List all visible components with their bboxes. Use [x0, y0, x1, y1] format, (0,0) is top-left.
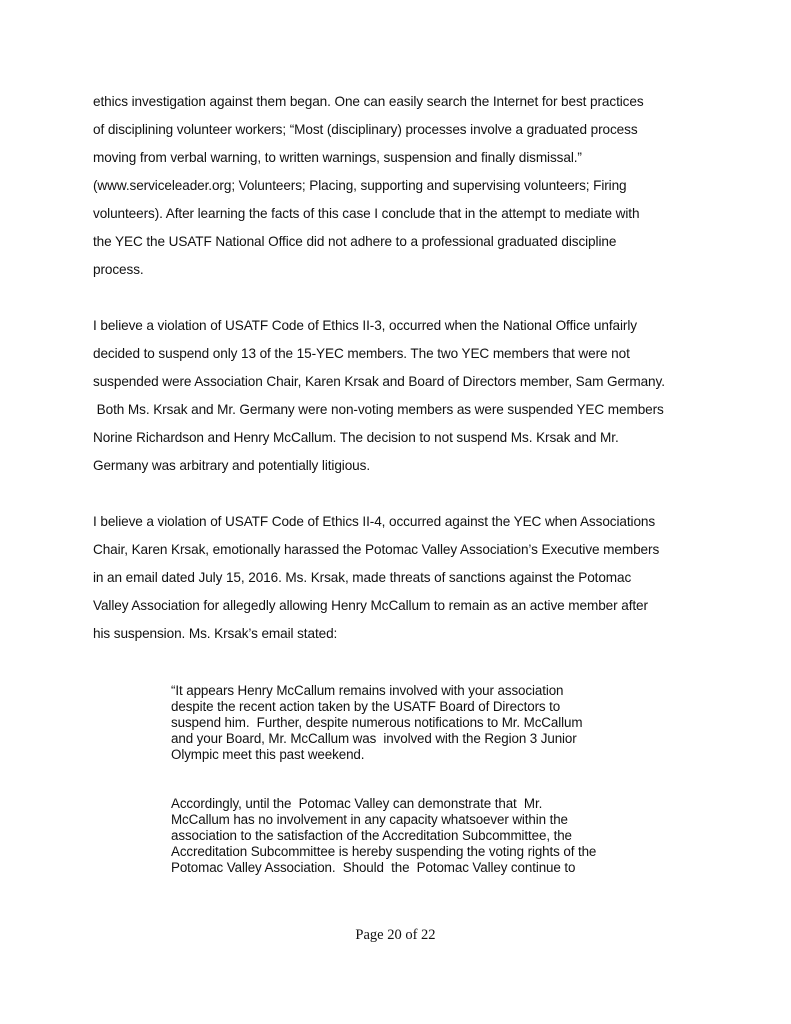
page-number: Page 20 of 22 — [355, 927, 436, 943]
text-line: process. — [93, 262, 144, 277]
text-line: (www.serviceleader.org; Volunteers; Placing, supporting and supervising volunteers; Firing — [93, 178, 627, 193]
quote-line: “It appears Henry McCallum remains involved with your association — [171, 683, 564, 698]
text-line: in an email dated July 15, 2016. Ms. Krsak, made threats of sanctions against the Potomac — [93, 570, 632, 585]
quote-line: McCallum has no involvement in any capacity whatsoever within the — [171, 812, 568, 827]
text-line: I believe a violation of USATF Code of Ethics II-4, occurred against the YEC when Associations — [93, 514, 656, 529]
text-line: Norine Richardson and Henry McCallum. The decision to not suspend Ms. Krsak and Mr. — [93, 430, 619, 445]
text-line: ethics investigation against them began. One can easily search the Internet for best practices — [93, 94, 644, 109]
text-line: of disciplining volunteer workers; “Most (disciplinary) processes involve a graduated process — [93, 122, 638, 137]
quote-line: Potomac Valley Association. Should the Potomac Valley continue to — [171, 860, 576, 875]
quote-line: Olympic meet this past weekend. — [171, 747, 365, 762]
text-line: the YEC the USATF National Office did not adhere to a professional graduated discipline — [93, 234, 617, 249]
text-line: suspended were Association Chair, Karen Krsak and Board of Directors member, Sam Germany. — [93, 374, 665, 389]
text-line: decided to suspend only 13 of the 15-YEC members. The two YEC members that were not — [93, 346, 630, 361]
text-line: Chair, Karen Krsak, emotionally harassed the Potomac Valley Association’s Executive members — [93, 542, 660, 557]
text-line: Germany was arbitrary and potentially litigious. — [93, 458, 371, 473]
quote-line: suspend him. Further, despite numerous notifications to Mr. McCallum — [171, 715, 583, 730]
quote-line: and your Board, Mr. McCallum was involved with the Region 3 Junior — [171, 731, 577, 746]
text-line: his suspension. Ms. Krsak’s email stated: — [93, 626, 338, 641]
quote-line: despite the recent action taken by the USATF Board of Directors to — [171, 699, 561, 714]
text-line: Both Ms. Krsak and Mr. Germany were non-voting members as were suspended YEC members — [93, 402, 664, 417]
text-line: volunteers). After learning the facts of this case I conclude that in the attempt to mediate with — [93, 206, 640, 221]
text-line: I believe a violation of USATF Code of Ethics II-3, occurred when the National Office unfairly — [93, 318, 637, 333]
quote-line: association to the satisfaction of the Accreditation Subcommittee, the — [171, 828, 572, 843]
quote-line: Accordingly, until the Potomac Valley can demonstrate that Mr. — [171, 796, 543, 811]
quote-line: Accreditation Subcommittee is hereby suspending the voting rights of the — [171, 844, 597, 859]
text-line: Valley Association for allegedly allowing Henry McCallum to remain as an active member after — [93, 598, 648, 613]
text-line: moving from verbal warning, to written warnings, suspension and finally dismissal.” — [93, 150, 582, 165]
